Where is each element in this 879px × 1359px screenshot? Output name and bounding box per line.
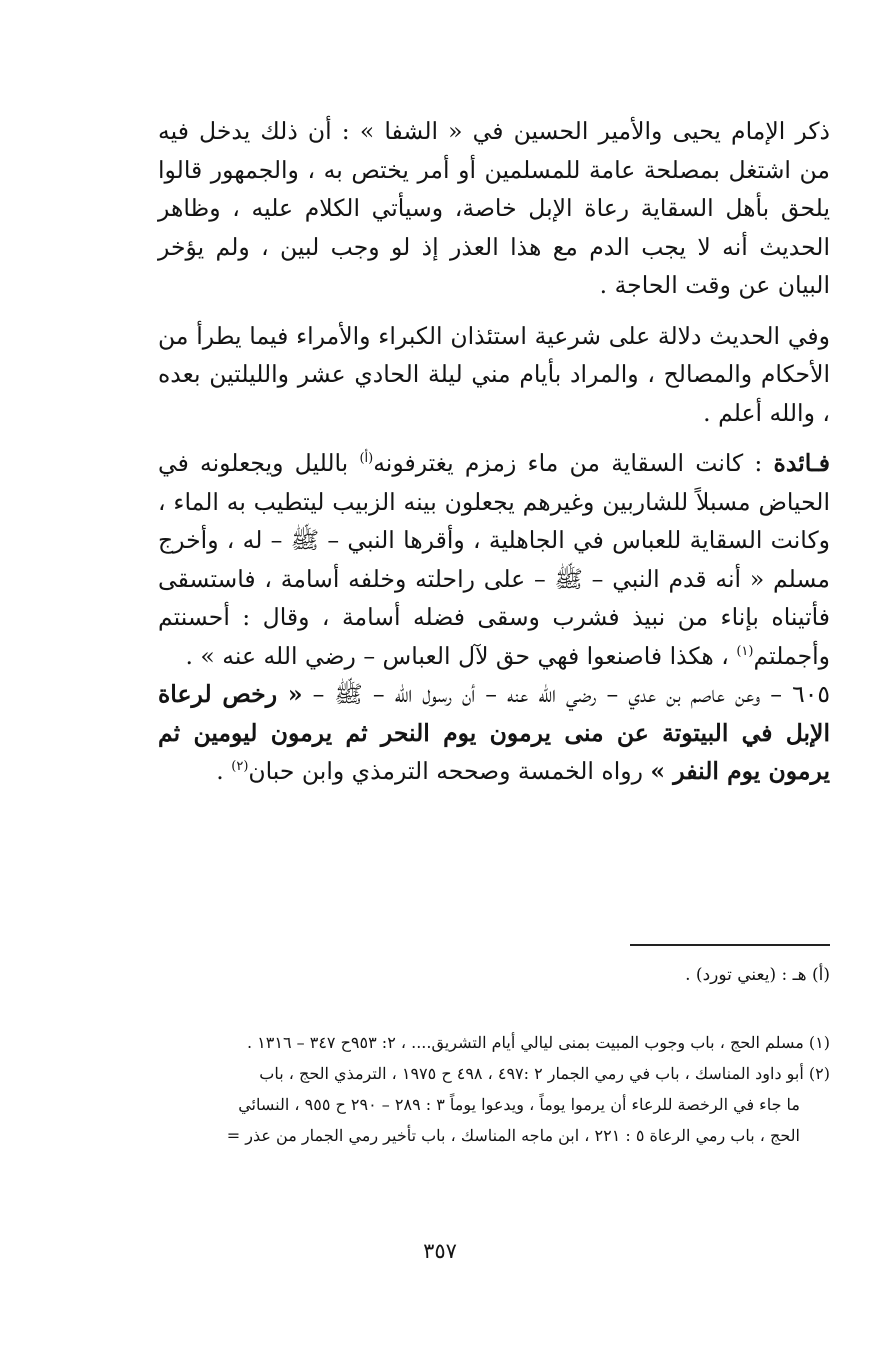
footnote-ref-a: (أ) bbox=[359, 451, 374, 467]
variant-note: (أ) هـ : (يعني تورد) . bbox=[685, 965, 830, 985]
hadith-605-intro: ٦٠٥ – وعن عاصم بن عدي – رضي الله عنه – أن رسول الله – ﷺ – bbox=[302, 680, 830, 708]
footnote-2: (٢) أبو داود المناسك ، باب في رمي الجمار ٢ :٤٩٧ ، ٤٩٨ ح ١٩٧٥ ، الترمذي الحج ، باب bbox=[259, 1064, 830, 1083]
footnotes bbox=[150, 1027, 830, 1151]
paragraph-1: ذكر الإمام يحيى والأمير الحسين في « الشفا » : أن ذلك يدخل فيه من اشتغل بمصلحة عامة للمسلمين أو أمر يختص به ، والجمهور قالوا يلحق بأهل السقاية رعاة الإبل خاصة، وسيأتي الكلام عليه ، وظاهر الحديث أنه لا يجب الدم مع هذا العذر إذ لو وجب لبين ، ولم يؤخر البيان عن وقت الحاجة . bbox=[158, 117, 830, 299]
footnote-2-continued-2: الحج ، باب رمي الرعاة ٥ : ٢٢١ ، ابن ماجه المناسك ، باب تأخير رمي الجمار من عذر = bbox=[226, 1126, 800, 1145]
fayda-text-a: : كانت السقاية من ماء زمزم يغترفونه bbox=[373, 449, 774, 477]
page-number: ٣٥٧ bbox=[423, 1239, 457, 1263]
paragraph-2: وفي الحديث دلالة على شرعية استئذان الكبراء والأمراء فيما يطرأ من الأحكام والمصالح ، والمراد بأيام مني ليلة الحادي عشر والليلتين بعده ، والله أعلم . bbox=[158, 321, 830, 427]
footnote-ref-1: (١) bbox=[736, 643, 754, 659]
fayda-label: فـائدة bbox=[773, 449, 831, 477]
hadith-605 bbox=[158, 675, 830, 791]
footnote-1: (١) مسلم الحج ، باب وجوب المبيت بمنى ليالي أيام التشريق.... ، ٢: ٩٥٣ح ٣٤٧ – ١٣١٦ . bbox=[247, 1033, 830, 1052]
footnote-2-continued: ما جاء في الرخصة للرعاء أن يرموا يوماً ، ويدعوا يوماً ٣ : ٢٨٩ – ٢٩٠ ح ٩٥٥ ، النسائي bbox=[238, 1095, 800, 1114]
fayda-text-c: ، هكذا فاصنعوا فهي حق لآل العباس – رضي الله عنه » . bbox=[185, 641, 737, 670]
paragraph-fayda bbox=[158, 444, 830, 675]
hadith-605-end: . bbox=[216, 757, 232, 785]
footnote-divider bbox=[630, 944, 830, 946]
hadith-605-quote: « رخص لرعاة الإبل في البيتوتة عن منى يرمون يوم النحر ثم يرمون ليومين ثم يرمون يوم النفر » bbox=[158, 680, 830, 785]
footnote-ref-2: (٢) bbox=[231, 759, 249, 775]
fayda-text-b: بالليل ويجعلونه في الحياض مسبلاً للشاربين وغيرهم يجعلون بينه الزبيب ليتطيب به الماء ، وكانت السقاية للعباس في الجاهلية ، وأقرها النبي – ﷺ – له ، وأخرج مسلم « أنه قدم النبي – ﷺ – على راحلته وخلفه أسامة ، فاستسقى فأتيناه بإناء من نبيذ فشرب وسقى فضله أسامة ، وقال : أحسنتم وأجملتم bbox=[158, 449, 830, 670]
hadith-605-source: رواه الخمسة وصححه الترمذي وابن حبان bbox=[248, 757, 651, 785]
main-text bbox=[158, 112, 830, 791]
